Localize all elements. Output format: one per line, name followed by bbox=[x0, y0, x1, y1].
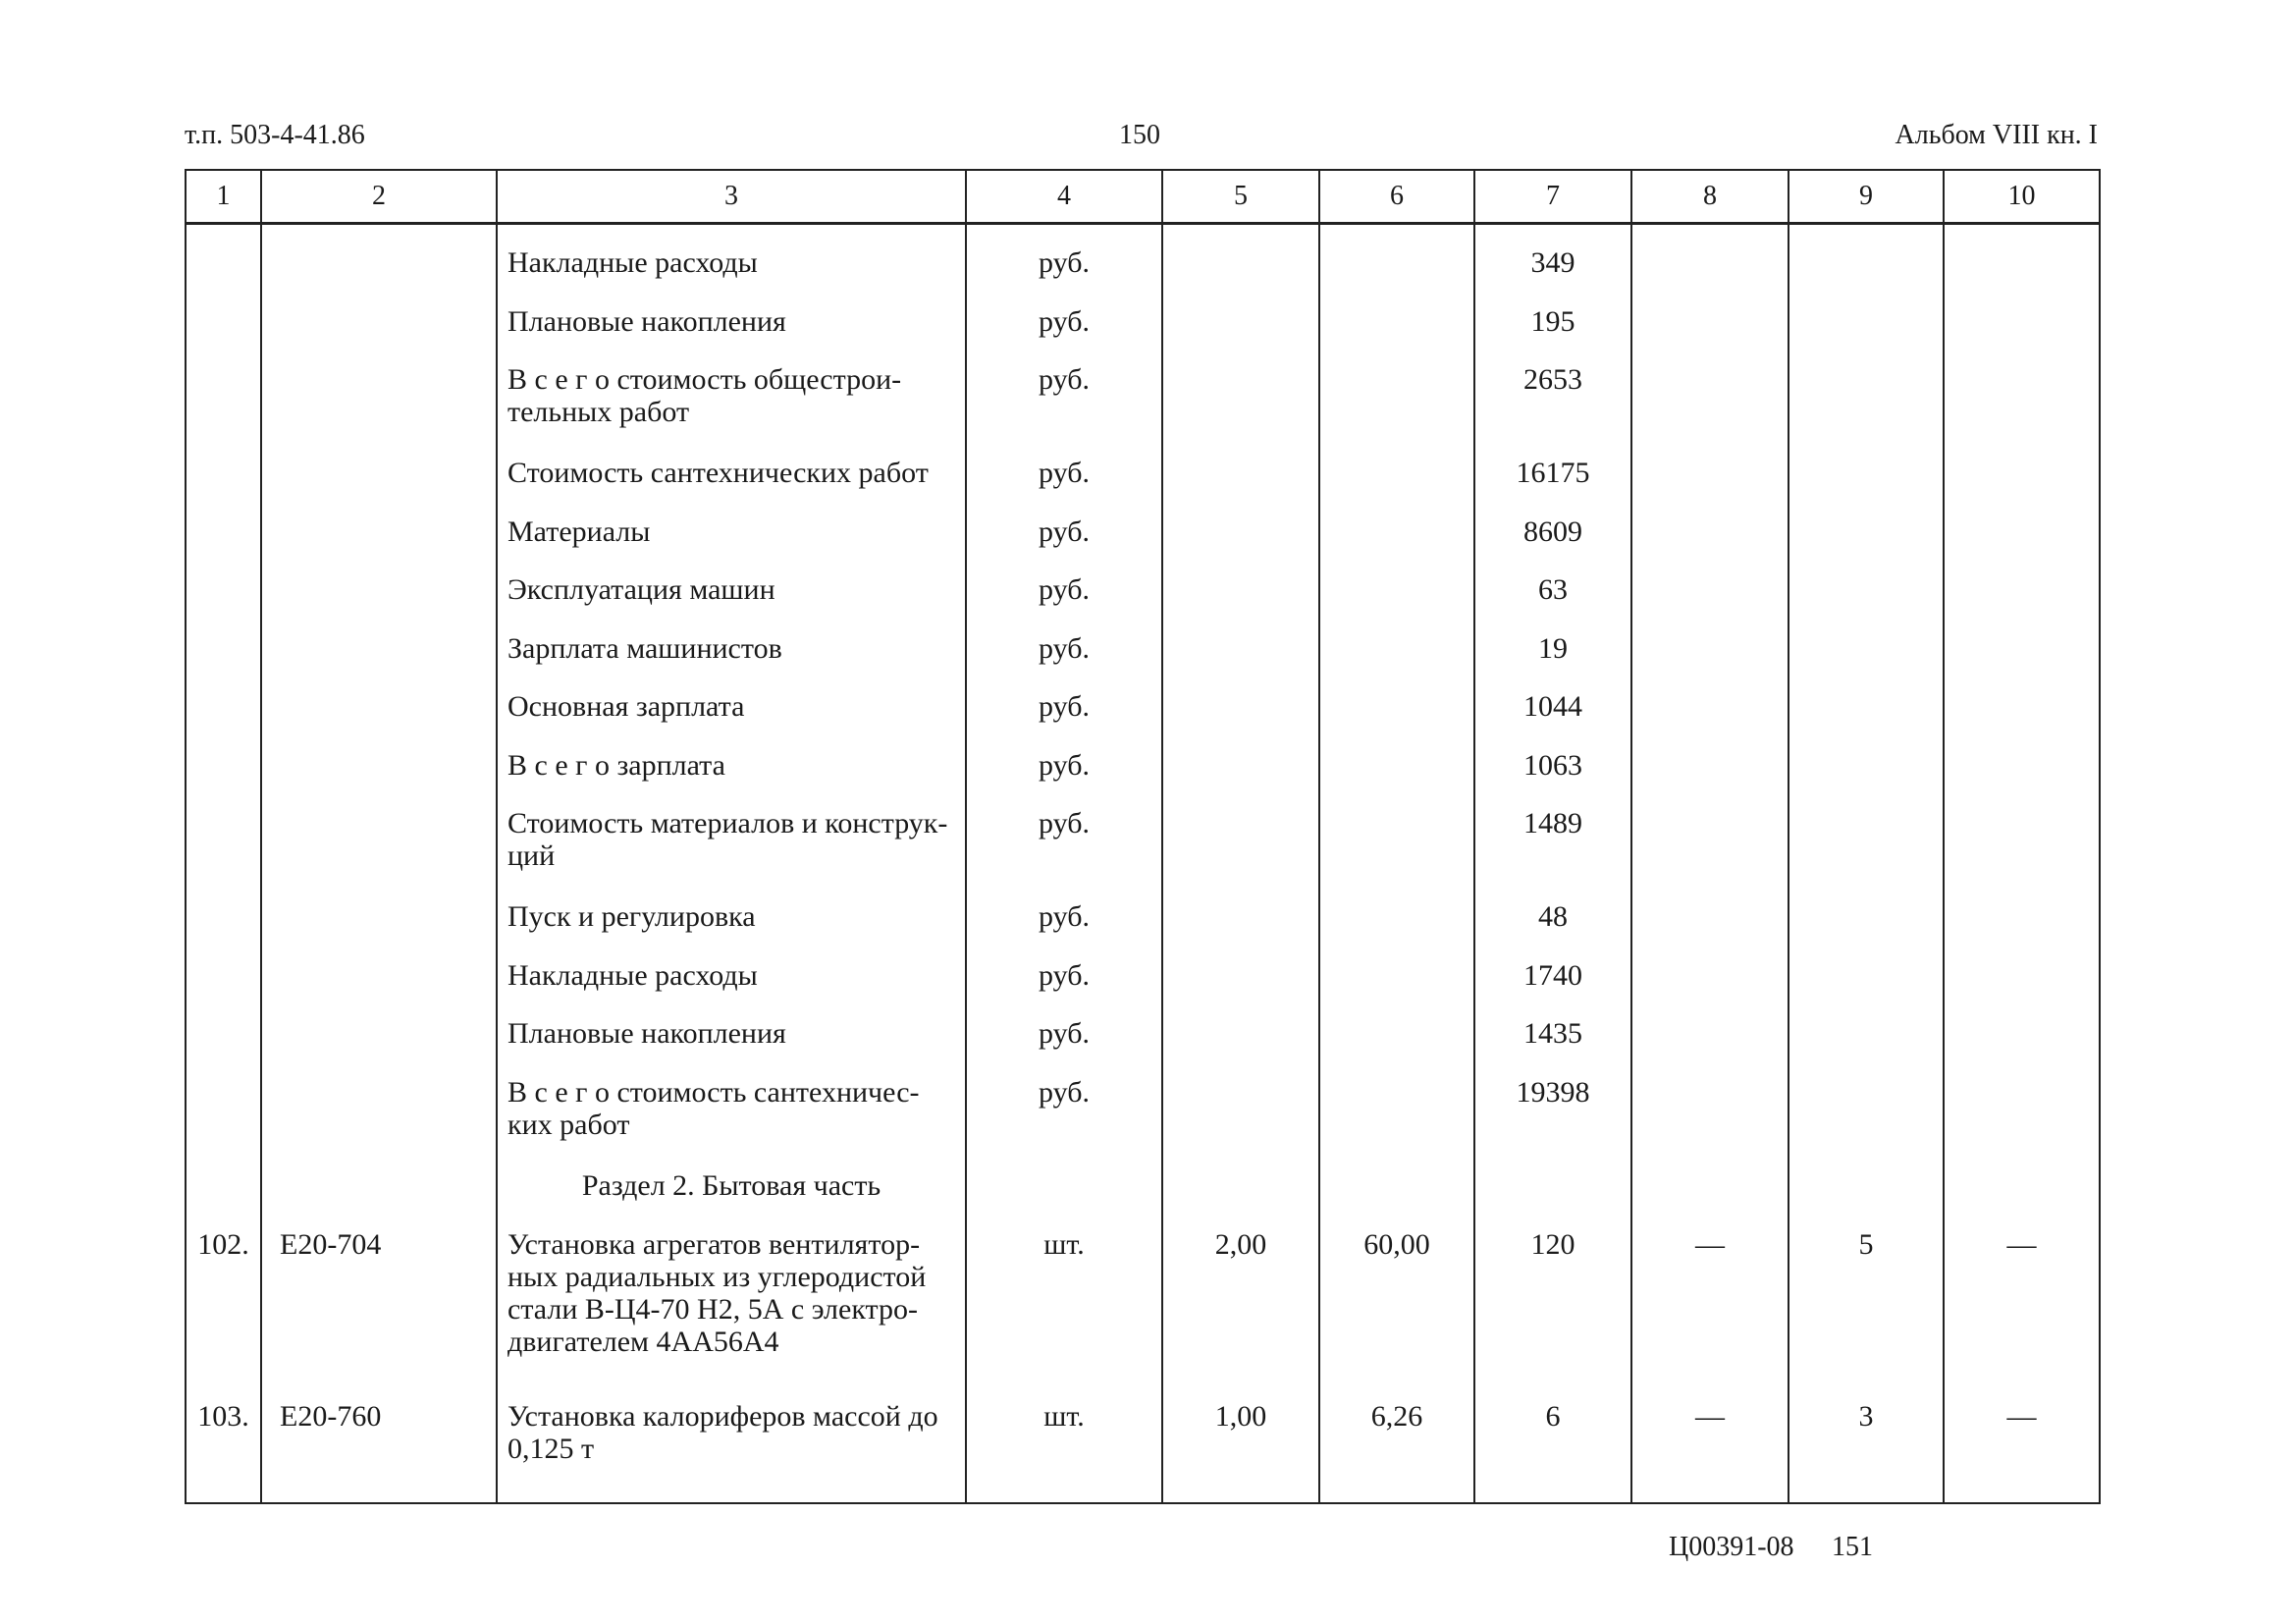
col10-cell: — bbox=[1944, 1228, 2100, 1400]
col9-cell bbox=[1789, 305, 1944, 364]
table-row bbox=[186, 900, 2100, 959]
value-cell: 1740 bbox=[1474, 959, 1631, 1018]
table-cell bbox=[1631, 1169, 1789, 1228]
table-row bbox=[186, 573, 2100, 632]
quantity-cell bbox=[1162, 305, 1319, 364]
column-header: 2 bbox=[261, 170, 497, 224]
quantity-cell bbox=[1162, 959, 1319, 1018]
item-number-cell bbox=[186, 807, 261, 900]
col10-cell: — bbox=[1944, 1400, 2100, 1502]
table-cell bbox=[1319, 1502, 1474, 1503]
table-cell bbox=[1162, 1169, 1319, 1228]
col9-cell bbox=[1789, 632, 1944, 691]
value-cell: 19 bbox=[1474, 632, 1631, 691]
unit-cell: руб. bbox=[966, 900, 1162, 959]
col9-cell bbox=[1789, 1076, 1944, 1169]
value-cell: 195 bbox=[1474, 305, 1631, 364]
col10-cell bbox=[1944, 457, 2100, 515]
code-cell bbox=[261, 632, 497, 691]
code-cell bbox=[261, 900, 497, 959]
table-row bbox=[186, 1400, 2100, 1502]
col9-cell bbox=[1789, 457, 1944, 515]
item-number-cell bbox=[186, 246, 261, 305]
table-cell bbox=[1789, 1502, 1944, 1503]
quantity-cell bbox=[1162, 457, 1319, 515]
col9-cell: 3 bbox=[1789, 1400, 1944, 1502]
col9-cell bbox=[1789, 573, 1944, 632]
value-cell: 1435 bbox=[1474, 1017, 1631, 1076]
table-row bbox=[186, 363, 2100, 457]
value-cell: 6 bbox=[1474, 1400, 1631, 1502]
col8-cell bbox=[1631, 690, 1789, 749]
quantity-cell bbox=[1162, 515, 1319, 574]
table-cell bbox=[1789, 1169, 1944, 1228]
item-name: Зарплата машинистов bbox=[497, 632, 966, 691]
value-cell: 63 bbox=[1474, 573, 1631, 632]
item-number-cell: 102. bbox=[186, 1228, 261, 1400]
col8-cell bbox=[1631, 305, 1789, 364]
col9-cell bbox=[1789, 959, 1944, 1018]
item-name: Основная зарплата bbox=[497, 690, 966, 749]
table-cell bbox=[186, 1502, 261, 1503]
section-row bbox=[186, 1169, 2100, 1228]
table-cell bbox=[1162, 1502, 1319, 1503]
table-row bbox=[186, 457, 2100, 515]
table-cell bbox=[1944, 1502, 2100, 1503]
table-row bbox=[186, 1228, 2100, 1400]
item-number-cell bbox=[186, 900, 261, 959]
table-row bbox=[186, 246, 2100, 305]
item-name: В с е г о стоимость сантехничес- ких работ bbox=[497, 1076, 966, 1169]
unit-cell: руб. bbox=[966, 632, 1162, 691]
table-row bbox=[186, 1017, 2100, 1076]
price-cell bbox=[1319, 1017, 1474, 1076]
quantity-cell bbox=[1162, 246, 1319, 305]
col8-cell bbox=[1631, 457, 1789, 515]
quantity-cell bbox=[1162, 363, 1319, 457]
price-cell bbox=[1319, 305, 1474, 364]
column-header: 1 bbox=[186, 170, 261, 224]
col10-cell bbox=[1944, 1017, 2100, 1076]
table-row bbox=[186, 807, 2100, 900]
item-number-cell bbox=[186, 690, 261, 749]
table-row bbox=[186, 959, 2100, 1018]
code-cell bbox=[261, 690, 497, 749]
table-cell bbox=[966, 1502, 1162, 1503]
footer-code: Ц00391-08 bbox=[1669, 1532, 1794, 1562]
quantity-cell bbox=[1162, 900, 1319, 959]
table-row bbox=[186, 749, 2100, 808]
col9-cell bbox=[1789, 363, 1944, 457]
code-cell bbox=[261, 573, 497, 632]
item-name: Стоимость сантехнических работ bbox=[497, 457, 966, 515]
column-header: 4 bbox=[966, 170, 1162, 224]
price-cell bbox=[1319, 363, 1474, 457]
unit-cell: руб. bbox=[966, 246, 1162, 305]
code-cell bbox=[261, 515, 497, 574]
item-number-cell bbox=[186, 305, 261, 364]
code-cell bbox=[261, 749, 497, 808]
col8-cell bbox=[1631, 246, 1789, 305]
code-cell: Е20-704 bbox=[261, 1228, 497, 1400]
table-cell bbox=[497, 1502, 966, 1503]
estimate-table bbox=[185, 169, 2101, 1504]
item-name: В с е г о стоимость общестрои- тельных работ bbox=[497, 363, 966, 457]
item-number-cell bbox=[186, 457, 261, 515]
value-cell: 48 bbox=[1474, 900, 1631, 959]
col10-cell bbox=[1944, 246, 2100, 305]
unit-cell: руб. bbox=[966, 305, 1162, 364]
item-name: В с е г о зарплата bbox=[497, 749, 966, 808]
code-cell bbox=[261, 1017, 497, 1076]
col10-cell bbox=[1944, 573, 2100, 632]
table-row bbox=[186, 632, 2100, 691]
value-cell: 19398 bbox=[1474, 1076, 1631, 1169]
col8-cell bbox=[1631, 749, 1789, 808]
unit-cell: руб. bbox=[966, 959, 1162, 1018]
col10-cell bbox=[1944, 515, 2100, 574]
unit-cell: руб. bbox=[966, 573, 1162, 632]
quantity-cell bbox=[1162, 1017, 1319, 1076]
col10-cell bbox=[1944, 363, 2100, 457]
item-number-cell: 103. bbox=[186, 1400, 261, 1502]
code-cell bbox=[261, 305, 497, 364]
col10-cell bbox=[1944, 1076, 2100, 1169]
quantity-cell bbox=[1162, 1076, 1319, 1169]
value-cell: 1063 bbox=[1474, 749, 1631, 808]
unit-cell: руб. bbox=[966, 807, 1162, 900]
price-cell bbox=[1319, 457, 1474, 515]
value-cell: 8609 bbox=[1474, 515, 1631, 574]
price-cell bbox=[1319, 807, 1474, 900]
filler-row bbox=[186, 1502, 2100, 1503]
col9-cell: 5 bbox=[1789, 1228, 1944, 1400]
item-number-cell bbox=[186, 573, 261, 632]
code-cell bbox=[261, 1076, 497, 1169]
col8-cell bbox=[1631, 515, 1789, 574]
unit-cell: руб. bbox=[966, 457, 1162, 515]
item-number-cell bbox=[186, 515, 261, 574]
item-name: Материалы bbox=[497, 515, 966, 574]
unit-cell: руб. bbox=[966, 749, 1162, 808]
section-title: Раздел 2. Бытовая часть bbox=[497, 1169, 966, 1228]
price-cell bbox=[1319, 515, 1474, 574]
item-number-cell bbox=[186, 363, 261, 457]
column-header: 3 bbox=[497, 170, 966, 224]
col8-cell: — bbox=[1631, 1228, 1789, 1400]
table-cell bbox=[1474, 1502, 1631, 1503]
col10-cell bbox=[1944, 305, 2100, 364]
quantity-cell bbox=[1162, 690, 1319, 749]
column-header: 9 bbox=[1789, 170, 1944, 224]
column-header: 10 bbox=[1944, 170, 2100, 224]
col10-cell bbox=[1944, 959, 2100, 1018]
unit-cell: руб. bbox=[966, 690, 1162, 749]
unit-cell: шт. bbox=[966, 1228, 1162, 1400]
price-cell: 60,00 bbox=[1319, 1228, 1474, 1400]
price-cell bbox=[1319, 632, 1474, 691]
col10-cell bbox=[1944, 900, 2100, 959]
quantity-cell: 2,00 bbox=[1162, 1228, 1319, 1400]
price-cell bbox=[1319, 959, 1474, 1018]
footer-page: 151 bbox=[1832, 1532, 1873, 1562]
quantity-cell bbox=[1162, 749, 1319, 808]
code-cell bbox=[261, 246, 497, 305]
price-cell bbox=[1319, 690, 1474, 749]
item-name: Накладные расходы bbox=[497, 959, 966, 1018]
price-cell bbox=[1319, 900, 1474, 959]
item-name: Установка агрегатов вентилятор- ных радиальных из углеродистой стали В-Ц4-70 Н2, 5А с электро- двигателем 4АА56А4 bbox=[497, 1228, 966, 1400]
page-number: 150 bbox=[1119, 120, 1160, 150]
table-cell bbox=[1631, 1502, 1789, 1503]
col8-cell bbox=[1631, 573, 1789, 632]
unit-cell: руб. bbox=[966, 363, 1162, 457]
code-cell bbox=[261, 457, 497, 515]
document-code: т.п. 503-4-41.86 bbox=[185, 120, 365, 150]
item-number-cell bbox=[186, 959, 261, 1018]
price-cell: 6,26 bbox=[1319, 1400, 1474, 1502]
col9-cell bbox=[1789, 1017, 1944, 1076]
item-name: Пуск и регулировка bbox=[497, 900, 966, 959]
col9-cell bbox=[1789, 690, 1944, 749]
item-number-cell bbox=[186, 632, 261, 691]
col8-cell bbox=[1631, 632, 1789, 691]
value-cell: 16175 bbox=[1474, 457, 1631, 515]
col9-cell bbox=[1789, 900, 1944, 959]
col10-cell bbox=[1944, 807, 2100, 900]
col8-cell: — bbox=[1631, 1400, 1789, 1502]
col10-cell bbox=[1944, 632, 2100, 691]
column-header: 5 bbox=[1162, 170, 1319, 224]
spacer-row bbox=[186, 224, 2100, 247]
item-name: Плановые накопления bbox=[497, 1017, 966, 1076]
table-row bbox=[186, 690, 2100, 749]
value-cell: 1489 bbox=[1474, 807, 1631, 900]
item-number-cell bbox=[186, 1169, 261, 1228]
item-name: Плановые накопления bbox=[497, 305, 966, 364]
col8-cell bbox=[1631, 1017, 1789, 1076]
value-cell: 1044 bbox=[1474, 690, 1631, 749]
column-header: 8 bbox=[1631, 170, 1789, 224]
col9-cell bbox=[1789, 807, 1944, 900]
price-cell bbox=[1319, 573, 1474, 632]
code-cell bbox=[261, 959, 497, 1018]
col8-cell bbox=[1631, 900, 1789, 959]
col8-cell bbox=[1631, 807, 1789, 900]
table-cell bbox=[966, 1169, 1162, 1228]
code-cell bbox=[261, 1169, 497, 1228]
quantity-cell bbox=[1162, 807, 1319, 900]
value-cell: 2653 bbox=[1474, 363, 1631, 457]
value-cell: 349 bbox=[1474, 246, 1631, 305]
item-number-cell bbox=[186, 1017, 261, 1076]
code-cell bbox=[261, 807, 497, 900]
col9-cell bbox=[1789, 749, 1944, 808]
table-cell bbox=[1474, 1169, 1631, 1228]
column-header: 7 bbox=[1474, 170, 1631, 224]
item-name: Установка калориферов массой до 0,125 т bbox=[497, 1400, 966, 1502]
item-name: Эксплуатация машин bbox=[497, 573, 966, 632]
table-cell bbox=[261, 1502, 497, 1503]
item-number-cell bbox=[186, 1076, 261, 1169]
price-cell bbox=[1319, 246, 1474, 305]
code-cell bbox=[261, 363, 497, 457]
item-name: Накладные расходы bbox=[497, 246, 966, 305]
unit-cell: руб. bbox=[966, 1076, 1162, 1169]
price-cell bbox=[1319, 749, 1474, 808]
col10-cell bbox=[1944, 749, 2100, 808]
col10-cell bbox=[1944, 690, 2100, 749]
item-name: Стоимость материалов и конструк- ций bbox=[497, 807, 966, 900]
col8-cell bbox=[1631, 959, 1789, 1018]
unit-cell: шт. bbox=[966, 1400, 1162, 1502]
table-cell bbox=[1944, 1169, 2100, 1228]
table-row bbox=[186, 515, 2100, 574]
value-cell: 120 bbox=[1474, 1228, 1631, 1400]
quantity-cell: 1,00 bbox=[1162, 1400, 1319, 1502]
code-cell: Е20-760 bbox=[261, 1400, 497, 1502]
column-number-row bbox=[186, 170, 2100, 224]
table-cell bbox=[1319, 1169, 1474, 1228]
col9-cell bbox=[1789, 246, 1944, 305]
column-header: 6 bbox=[1319, 170, 1474, 224]
table-row bbox=[186, 1076, 2100, 1169]
item-number-cell bbox=[186, 749, 261, 808]
unit-cell: руб. bbox=[966, 515, 1162, 574]
col9-cell bbox=[1789, 515, 1944, 574]
unit-cell: руб. bbox=[966, 1017, 1162, 1076]
col8-cell bbox=[1631, 1076, 1789, 1169]
col8-cell bbox=[1631, 363, 1789, 457]
album-label: Альбом VIII кн. I bbox=[1895, 120, 2098, 150]
quantity-cell bbox=[1162, 632, 1319, 691]
price-cell bbox=[1319, 1076, 1474, 1169]
quantity-cell bbox=[1162, 573, 1319, 632]
table-row bbox=[186, 305, 2100, 364]
